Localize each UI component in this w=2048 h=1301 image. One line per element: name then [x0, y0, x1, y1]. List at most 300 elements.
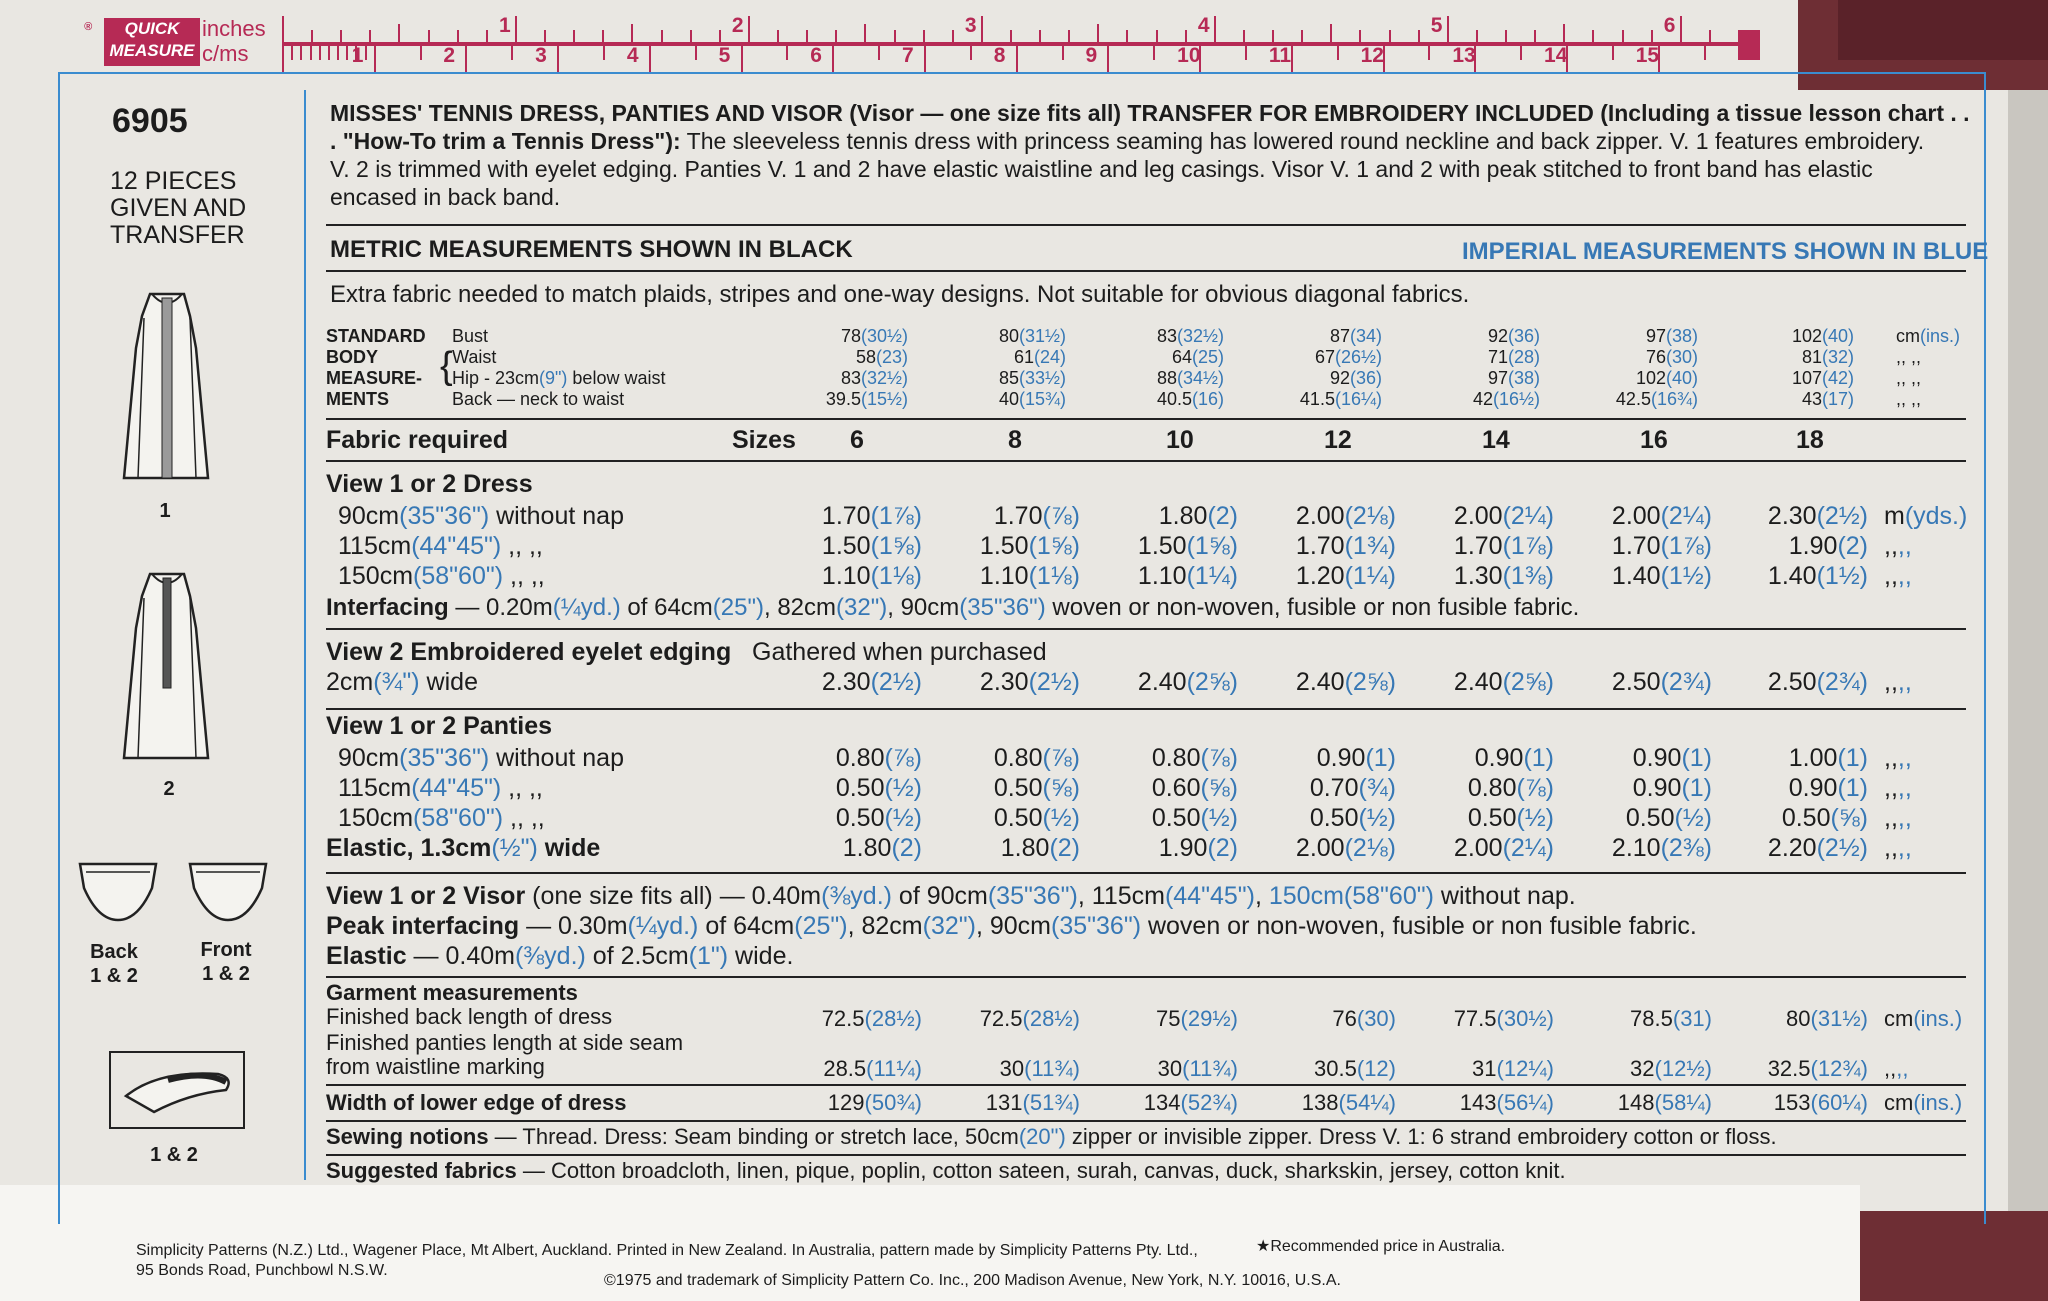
text-run: (12) [1356, 1056, 1396, 1081]
text-run: of 2.5cm [585, 942, 689, 970]
ruler-tick-inch [1301, 30, 1303, 42]
text-run: View 1 or 2 Panties [326, 712, 553, 740]
imperial-note [1462, 238, 1988, 266]
text-run: — 0.20m [448, 594, 553, 621]
unit-cell [1884, 834, 1912, 863]
body-row-label [452, 326, 488, 347]
text-run: (28½) [1022, 1006, 1080, 1031]
text-run: (1⅞) [1660, 532, 1712, 560]
body-value [841, 368, 908, 389]
text-run: ,, [1884, 668, 1898, 696]
body-value [1157, 368, 1224, 389]
ruler-tick-cm [300, 46, 302, 60]
text-run: (1) [1837, 744, 1868, 772]
body-value [1315, 347, 1382, 368]
text-run: MISSES' TENNIS DRESS, PANTIES AND VISOR (Visor — one size fits all) TRANSFER FOR EMBROIDERY INCLUDED (Including a tissue lesson chart . . [330, 100, 1970, 126]
body-value [1488, 347, 1540, 368]
fabric-value [980, 1006, 1080, 1032]
ruler-tick-inch [952, 30, 954, 42]
text-run: BODY [326, 347, 379, 367]
ruler-tick-cm [832, 46, 834, 72]
panties-front-label [186, 938, 266, 986]
fabric-value [1310, 774, 1396, 803]
ruler-tick-cm [1107, 46, 1109, 72]
dress-view-2-sketch [112, 568, 222, 768]
text-run: ,, [1897, 804, 1912, 832]
panties-heading [326, 712, 552, 741]
text-run: (one size fits all) — 0.40m [525, 882, 822, 910]
rule [326, 1084, 1966, 1086]
ruler-inch-label: 4 [1197, 14, 1210, 37]
text-run: (38) [1665, 326, 1698, 346]
fabric-value [1454, 834, 1554, 863]
text-run: Gathered when purchased [752, 638, 1047, 666]
text-run: (1⅞) [870, 502, 922, 530]
fabric-value [980, 562, 1080, 591]
ruler-cm-label: 5 [718, 44, 731, 67]
text-run: 153 [1773, 1090, 1811, 1115]
suggested-fabrics [326, 1158, 1566, 1184]
text-run: 1.50 [1137, 532, 1187, 560]
fabric-value [1612, 532, 1712, 561]
text-run: ,, [1884, 562, 1898, 590]
ruler-tick-cm [1245, 46, 1247, 60]
visor-label: 1 & 2 [150, 1144, 198, 1166]
ruler-tick-cm [337, 46, 339, 60]
text-run: 28.5 [823, 1056, 867, 1081]
fabric-value [1144, 1090, 1238, 1116]
unit-cell [1884, 1056, 1908, 1082]
text-run: 0.90 [1316, 744, 1366, 772]
rule [326, 460, 1966, 462]
text-run: 2.00 [1453, 502, 1503, 530]
fabric-value [994, 744, 1080, 773]
text-run: 0.80 [1467, 774, 1517, 802]
extra-fabric-note [330, 281, 1469, 309]
text-run: 61 [1013, 347, 1034, 367]
text-run: 14 [1482, 426, 1510, 454]
text-run: (44"45") [411, 774, 502, 802]
body-label [326, 326, 426, 347]
ruler-cm-label: 2 [443, 44, 456, 67]
fabric-value [1472, 1056, 1554, 1082]
text-run: below waist [567, 368, 666, 388]
text-run: (58"60") [413, 562, 504, 590]
ruler-tick-cm [346, 46, 348, 60]
ruler-tick-cm [557, 46, 559, 72]
text-run: (1½) [1660, 562, 1712, 590]
text-run: cm [1884, 1006, 1914, 1031]
text-run: (¾) [1358, 774, 1396, 802]
panties-back-label [74, 940, 154, 988]
ruler-tick-cm [649, 46, 651, 72]
rule [326, 270, 1966, 272]
eyelet-row [326, 668, 478, 697]
ruler-tick-cm [695, 46, 697, 60]
text-run: (⅞) [1042, 744, 1080, 772]
text-run: (30½) [860, 326, 908, 346]
rule [326, 628, 1966, 630]
text-run: 1.70 [1611, 532, 1661, 560]
text-run: (1⅛) [870, 562, 922, 590]
fabric-value [1332, 1006, 1396, 1032]
text-run: (20") [1018, 1124, 1066, 1149]
body-unit: ,, ,, [1896, 389, 1922, 409]
text-run: (⅞) [1200, 744, 1238, 772]
ruler-tick-inch [573, 30, 575, 42]
text-run: 16 [1640, 426, 1668, 454]
text-run: 12 [1324, 426, 1352, 454]
text-run: ,, [1897, 668, 1912, 696]
ruler-cm-label: 10 [1177, 44, 1201, 67]
text-run: 72.5 [979, 1006, 1023, 1031]
text-run: 30 [999, 1056, 1025, 1081]
size-header [1796, 426, 1824, 455]
body-value [1488, 326, 1540, 347]
ruler-tick-inch [1534, 30, 1536, 42]
text-run: (½) [1358, 804, 1396, 832]
unit-cell [1884, 744, 1912, 773]
ruler-tick-cm [1612, 46, 1614, 60]
text-run: 1.70 [1295, 532, 1345, 560]
ruler-tick-inch [1185, 30, 1187, 42]
fabric-value [994, 804, 1080, 833]
dress-fabric-row [338, 532, 543, 561]
label-line: Back [90, 941, 138, 963]
text-run: 2.30 [979, 668, 1029, 696]
text-run: 1.70 [821, 502, 871, 530]
text-run: View 1 or 2 Visor [326, 882, 526, 910]
text-run: 31 [1472, 1056, 1497, 1081]
text-run: (1") [688, 942, 729, 970]
fabric-value [1296, 668, 1396, 697]
text-run: (2) [1049, 834, 1080, 862]
fabric-value [994, 774, 1080, 803]
text-run: 30.5 [1314, 1056, 1357, 1081]
text-run: , 90cm [887, 594, 960, 621]
body-value [1792, 326, 1854, 347]
text-run: (30) [1356, 1006, 1396, 1031]
text-run: woven or non-woven, fusible or non fusible fabric. [1045, 594, 1580, 621]
price-note: ★Recommended price in Australia. [1256, 1238, 1506, 1255]
fabric-value [1454, 668, 1554, 697]
text-run: 2.20 [1767, 834, 1817, 862]
text-run: 2.50 [1611, 668, 1661, 696]
ruler-tick-inch [544, 30, 546, 42]
fabric-value [1630, 1006, 1712, 1032]
text-run: Sizes [732, 426, 796, 454]
fabric-value [822, 532, 922, 561]
visor-sketch [108, 1050, 246, 1130]
envelope-edge [2008, 60, 2048, 1220]
text-run: 138 [1301, 1090, 1339, 1115]
text-run: Bust [452, 326, 489, 346]
text-run: (1⅝) [1028, 532, 1080, 560]
text-run: (ins.) [1920, 326, 1960, 346]
text-run: (58"60") [413, 804, 504, 832]
description-line [330, 128, 1924, 155]
ruler-tick-cm [1291, 46, 1293, 72]
ruler-tick-inch [1039, 30, 1041, 42]
text-run: 0.90 [1632, 744, 1682, 772]
pattern-number: 6905 [112, 102, 188, 140]
ruler-cm-label: 1 [351, 44, 364, 67]
ruler-tick-cm [1062, 46, 1064, 60]
text-run: (30½) [1496, 1006, 1554, 1031]
fabric-value [1454, 502, 1554, 531]
text-run: m [1884, 502, 1905, 530]
text-run: 0.50 [1625, 804, 1675, 832]
text-run: (2⅝) [1344, 668, 1396, 696]
text-run: (26½) [1334, 347, 1382, 367]
body-value [999, 389, 1066, 410]
text-run: (16) [1191, 389, 1224, 409]
text-run: ,, [1884, 744, 1898, 772]
fabric-value [843, 834, 922, 863]
text-run: (51¾) [1022, 1090, 1080, 1115]
ruler-cm-label: 8 [993, 44, 1006, 67]
ruler-tick-inch [1097, 24, 1099, 42]
text-run: — Thread. Dress: Seam binding or stretch lace, 50cm [488, 1124, 1019, 1149]
text-run: (1⅝) [1186, 532, 1238, 560]
ruler-tick-cm [970, 46, 972, 60]
text-run: Garment measurements [326, 980, 578, 1005]
fabric-value [1152, 774, 1238, 803]
text-run: (35"36") [959, 594, 1046, 621]
text-run: ,, [1897, 532, 1912, 560]
text-run: (2½) [870, 668, 922, 696]
text-run: Waist [452, 347, 497, 367]
size-header [850, 426, 864, 455]
text-run: (1⅞) [1502, 532, 1554, 560]
fabric-value [980, 668, 1080, 697]
text-run: (ins.) [1913, 1090, 1963, 1115]
size-header [1640, 426, 1668, 455]
ruler-tick-cm [319, 46, 321, 60]
sewing-notions [326, 1124, 1777, 1150]
text-run: 1.70 [1453, 532, 1503, 560]
text-run: (1) [1681, 774, 1712, 802]
text-run: (1) [1837, 774, 1868, 802]
text-run: 115cm [338, 532, 412, 560]
text-run: ,, [1884, 532, 1898, 560]
text-run: (½) [1674, 804, 1712, 832]
text-run: (32") [922, 912, 976, 940]
envelope-corner-shadow [1838, 0, 2048, 60]
text-run: (24) [1033, 347, 1066, 367]
fabric-value [828, 1090, 922, 1116]
publisher-au: 95 Bonds Road, Punchbowl N.S.W. [136, 1262, 388, 1279]
text-run: 32.5 [1767, 1056, 1811, 1081]
size-header [1008, 426, 1022, 455]
ruler-tick-inch [457, 30, 459, 42]
text-run: 1.90 [1158, 834, 1208, 862]
text-run: (1) [1681, 744, 1712, 772]
text-run: encased in back band. [330, 184, 561, 210]
text-run: 0.50 [835, 804, 885, 832]
body-value [1330, 368, 1382, 389]
text-run: ,, ,, [503, 562, 545, 590]
text-run: 0.50 [1151, 804, 1201, 832]
text-run: Peak interfacing [326, 912, 520, 940]
ruler-tick-inch [1156, 30, 1158, 42]
size-header [1482, 426, 1510, 455]
ruler-tick-inch [515, 16, 517, 42]
ruler-tick-inch [631, 24, 633, 42]
size-header [1324, 426, 1352, 455]
fabric-value [1158, 1056, 1238, 1082]
text-run: ,, [1884, 774, 1898, 802]
quick-measure-badge [84, 18, 200, 66]
text-run: 0.50 [1309, 804, 1359, 832]
badge-line: QUICK [124, 19, 180, 38]
ruler-tick-inch [311, 30, 313, 42]
text-run: 2.10 [1611, 834, 1661, 862]
text-run: (1¼) [1344, 562, 1396, 590]
ruler-tick-inch [777, 30, 779, 42]
fabric-value [1152, 744, 1238, 773]
fabric-value [1000, 1056, 1080, 1082]
text-run: ,, [1897, 744, 1912, 772]
text-run: (½) [1042, 804, 1080, 832]
peak-interfacing-row [326, 912, 1697, 941]
text-run: 0.70 [1309, 774, 1359, 802]
ruler-tick-inch [835, 30, 837, 42]
ruler-cm-label: 4 [626, 44, 639, 67]
text-run: Suggested fabrics [326, 1158, 517, 1183]
text-run: (36) [1507, 326, 1540, 346]
unit-cell [1884, 774, 1912, 803]
text-run: 150cm [338, 562, 414, 590]
ruler-tick-inch [1010, 30, 1012, 42]
panties-fabric-row [338, 744, 624, 773]
ruler-tick-inch [1389, 30, 1391, 42]
text-run: wide [537, 834, 601, 862]
text-run: (2⅝) [1502, 668, 1554, 696]
text-run: (2⅛) [1344, 834, 1396, 862]
ruler-inch-label: 6 [1663, 14, 1676, 37]
pieces-line: GIVEN AND [110, 194, 247, 222]
eyelet-note [752, 638, 1047, 667]
fabric-value [1296, 834, 1396, 863]
body-row-label [452, 368, 665, 389]
ruler-inch-label: 3 [964, 14, 977, 37]
dress-fabric-row [338, 562, 545, 591]
text-run: 78.5 [1630, 1006, 1673, 1031]
text-run: (34) [1349, 326, 1382, 346]
text-run: View 2 Embroidered eyelet edging [326, 638, 732, 666]
text-run: Hip - 23cm [452, 368, 540, 388]
ruler-tick-inch [398, 24, 400, 42]
fabric-value [1612, 668, 1712, 697]
ruler-tick-cm [1153, 46, 1155, 60]
text-run: 2.40 [1295, 668, 1345, 696]
fabric-value [1296, 532, 1396, 561]
ruler-tick-cm [786, 46, 788, 60]
ruler-tick-inch [1651, 30, 1653, 42]
text-run: — Cotton broadcloth, linen, pique, poplin, cotton sateen, surah, canvas, duck, sharkskin, jersey, cotton knit. [516, 1158, 1566, 1183]
text-run: 1.70 [993, 502, 1043, 530]
body-value [1300, 389, 1382, 410]
text-run: (2¼) [1502, 834, 1554, 862]
text-run: 0.50 [1467, 804, 1517, 832]
body-value [999, 326, 1066, 347]
fabric-value [1152, 804, 1238, 833]
text-run: 2.40 [1137, 668, 1187, 696]
text-run: 8 [1008, 426, 1022, 454]
text-run: 148 [1617, 1090, 1655, 1115]
text-run: IMPERIAL MEASUREMENTS SHOWN IN BLUE [1462, 238, 1989, 265]
text-run: 0.80 [835, 744, 885, 772]
description-line [330, 184, 560, 211]
fabric-value [1314, 1056, 1396, 1082]
text-run: 1.90 [1788, 532, 1838, 560]
ruler-tick-inch [602, 30, 604, 42]
dress-view-1-sketch [112, 288, 222, 488]
text-run: (2) [891, 834, 922, 862]
text-run: 39.5 [825, 389, 861, 409]
text-run: (½") [491, 834, 538, 862]
text-run: of 90cm [891, 882, 988, 910]
panties-fabric-row [338, 774, 543, 803]
text-run: 150cm(58"60") [1268, 882, 1434, 910]
fabric-value [1138, 532, 1238, 561]
fabric-value [1618, 1090, 1712, 1116]
visor-elastic-row [326, 942, 793, 971]
body-label [326, 347, 378, 368]
ruler-tick-cm [603, 46, 605, 60]
column-divider [304, 90, 306, 1180]
text-run: (2½) [1028, 668, 1080, 696]
unit-inches: inches [202, 16, 266, 41]
text-run: (1⅛) [1028, 562, 1080, 590]
text-run: (16¾) [1650, 389, 1698, 409]
fabric-value [986, 1090, 1080, 1116]
text-run: ,, [1897, 562, 1912, 590]
unit-cell [1884, 502, 1967, 531]
text-run: 41.5 [1299, 389, 1335, 409]
text-run: (⅝) [1042, 774, 1080, 802]
fabric-value [1789, 774, 1868, 803]
panties-fabric-row [338, 804, 545, 833]
text-run: Extra fabric needed to match plaids, stripes and one-way designs. Not suitable for obvious diagonal fabrics. [330, 281, 1470, 308]
ruler-tick-inch [719, 30, 721, 42]
text-run: 58 [855, 347, 876, 367]
text-run: ,, [1897, 774, 1912, 802]
text-run: 42 [1472, 389, 1493, 409]
text-run: (1½) [1816, 562, 1868, 590]
text-run: (28) [1507, 347, 1540, 367]
body-row-label [452, 347, 496, 368]
body-value [1014, 347, 1066, 368]
fabric-value [1296, 502, 1396, 531]
fabric-value [1296, 562, 1396, 591]
text-run: Interfacing [326, 594, 449, 621]
text-run: (31) [1672, 1006, 1712, 1031]
unit-cm: c/ms [202, 41, 249, 66]
body-unit: ,, ,, [1896, 347, 1922, 367]
text-run: 1.00 [1788, 744, 1838, 772]
text-run: , 90cm [975, 912, 1051, 940]
text-run: V. 2 is trimmed with eyelet edging. Panties V. 1 and 2 have elastic waistline and leg casings. Visor V. 1 and 2 with peak stitched to front band has elastic [330, 156, 1873, 182]
fabric-value [1317, 744, 1396, 773]
text-run: 67 [1314, 347, 1335, 367]
garment-width-label [326, 1090, 627, 1116]
text-run: 87 [1329, 326, 1350, 346]
text-run: 85 [998, 368, 1019, 388]
text-run: (⅞) [1042, 502, 1080, 530]
text-run: Elastic, 1.3cm [326, 834, 492, 862]
